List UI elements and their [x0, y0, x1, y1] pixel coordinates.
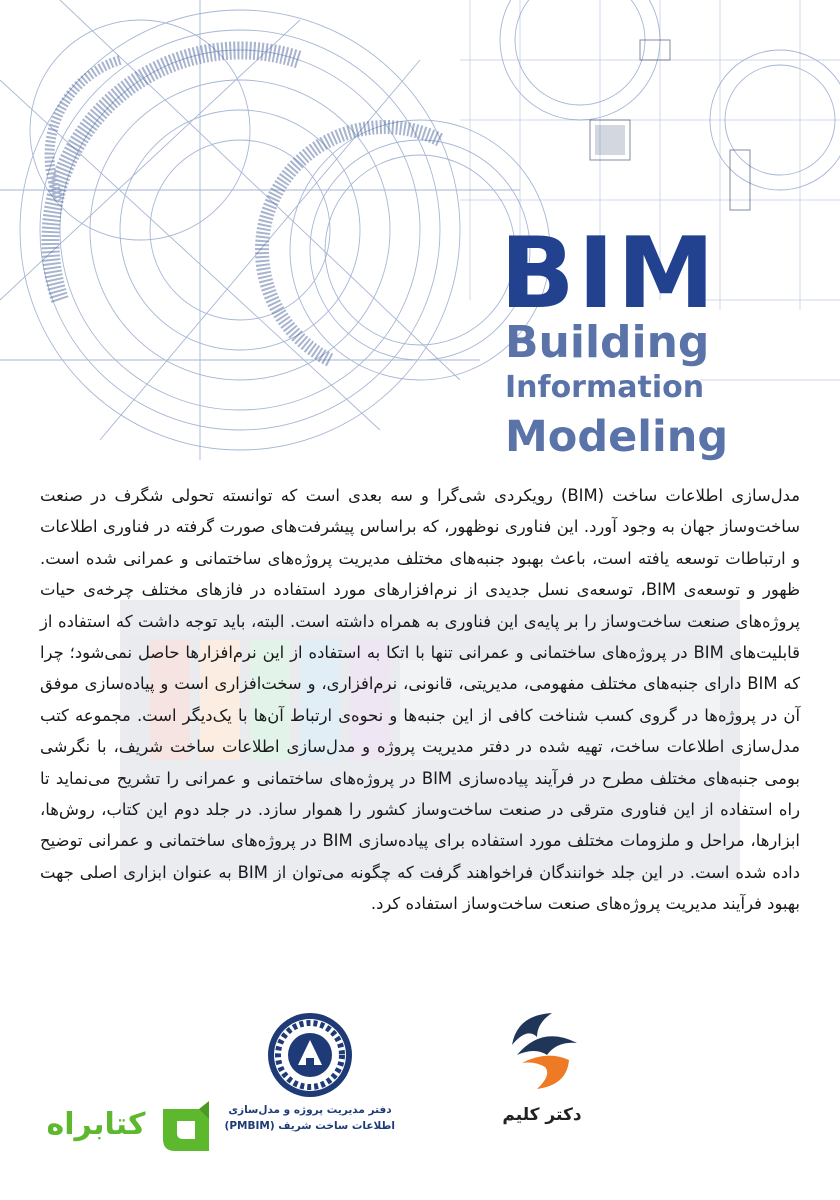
book-description: مدل‌سازی اطلاعات ساخت (BIM) رویکردی شی‌گرا و سه بعدی است که توانسته تحولی شگرف در صنعت ساخت‌وساز جهان به وجود آورد. این فناوری نوظهور، که براساس پیشرفت‌های صورت گرفته در فناوری اطلاعات و ارتباطات توسعه یافته است، باعث بهبود جنبه‌های مختلف مدیریت پروژه‌های ساختمانی و عمرانی شده است. ظهور و توسعه‌ی BIM، توسعه‌ی نسل جدیدی از نرم‌افزارهای مورد استفاده در فازهای مختلف چرخه‌ی حیات پروژه‌های صنعت ساخت‌وساز را بر پایه‌ی این فناوری به همراه داشته است. البته، باید توجه داشت که استفاده از قابلیت‌های BIM در پروژه‌های ساختمانی و عمرانی تنها با اتکا به استفاده از این نرم‌افزارها حاصل نمی‌شود؛ چرا که BIM دارای جنبه‌های مختلف مفهومی، مدیریتی، قانونی، نرم‌افزاری، و سخت‌افزاری است و پیاده‌سازی موفق آن در پروژه‌ها در گروی کسب شناخت کافی از این جنبه‌ها و نحوه‌ی ارتباط آن‌ها با یک‌دیگر است. مجموعه کتب مدل‌سازی اطلاعات ساخت، تهیه شده در دفتر مدیریت پروژه و مدل‌سازی اطلاعات ساخت شریف، با نگرشی بومی جنبه‌های مختلف مطرح در فرآیند پیاده‌سازی BIM در پروژه‌های ساختمانی و عمرانی را تشریح می‌نماید تا راه استفاده از این فناوری مترقی در صنعت ساخت‌وساز کشور را هموار سازد. در جلد دوم این کتاب، روش‌ها، ابزارها، مراحل و ملزومات مختلف مورد استفاده برای پیاده‌سازی BIM در پروژه‌های ساختمانی و عمرانی توضیح داده شده است. در این جلد خوانندگان فراخواهند گرفت که چگونه می‌توان از BIM به عنوان ابزاری اصلی جهت بهبود فرآیند مدیریت پروژه‌های صنعت ساخت‌وساز استفاده کرد.	[40, 486, 800, 914]
subtitle-modeling: Modeling	[505, 412, 729, 462]
dr-kalim-logo	[492, 1000, 592, 1135]
dr-kalim-icon	[497, 1005, 587, 1095]
sharif-label-line1: دفتر مدیریت پروژه و مدل‌سازی	[228, 1104, 392, 1116]
subtitle-building: Building	[505, 317, 710, 368]
dr-kalim-name: دکتر کلیم	[502, 1105, 582, 1125]
sharif-label-line2: اطلاعات ساخت شریف (PMBIM)	[224, 1120, 395, 1132]
sharif-pmbim-logo	[225, 1010, 395, 1135]
subtitle-information: Information	[505, 370, 705, 405]
ketabrah-logo	[40, 1095, 215, 1165]
bim-title: BIM	[500, 217, 718, 331]
ketabrah-icon	[155, 1099, 215, 1159]
sharif-seal-icon	[265, 1010, 355, 1100]
ketabrah-name: کتابراه	[46, 1107, 146, 1142]
